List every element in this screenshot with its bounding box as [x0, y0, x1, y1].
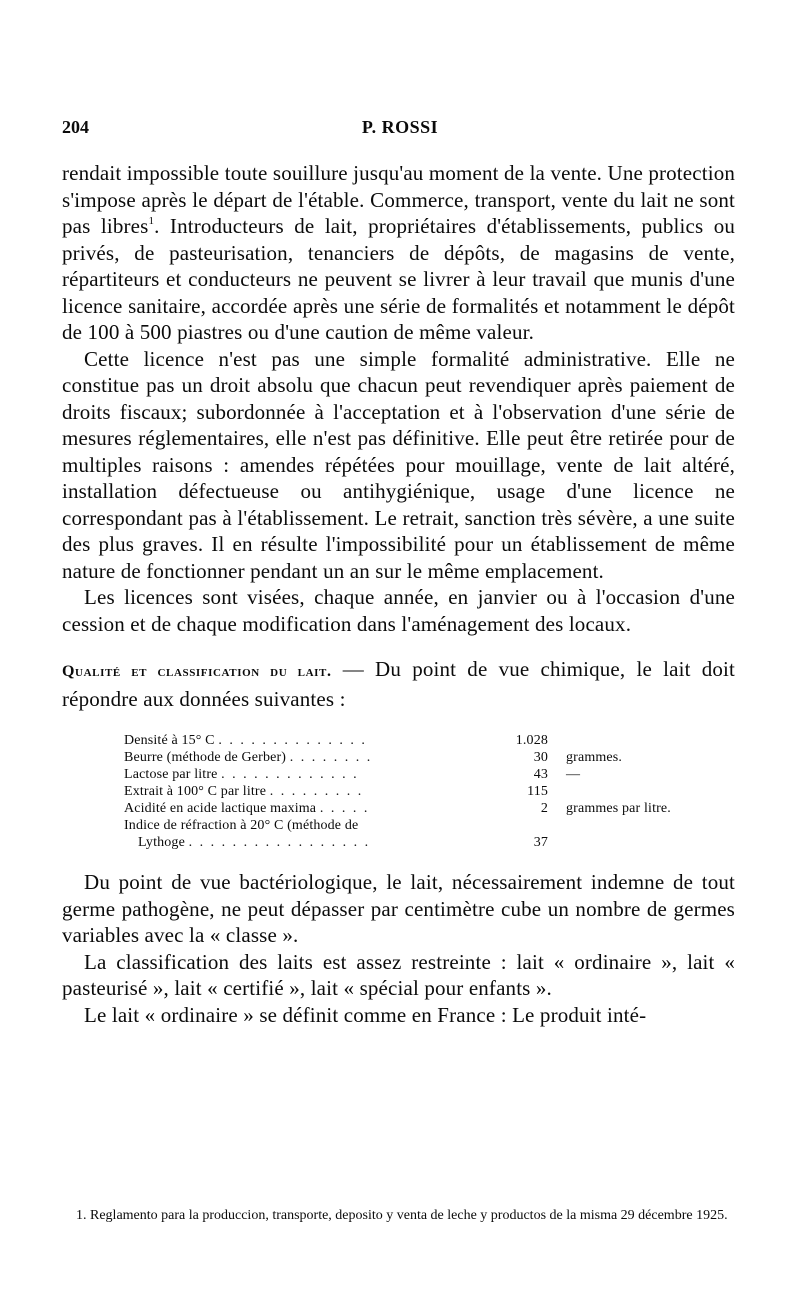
paragraph-classification: La classification des laits est assez restreinte : lait « ordinaire », lait « pasteurisé », lait « certifié », lait « spécial pour enfants ».	[62, 949, 735, 1000]
spec-label-cell	[124, 834, 508, 851]
table-row	[124, 817, 671, 834]
table-row	[124, 749, 671, 766]
spec-unit: —	[566, 767, 581, 782]
spec-value: 43	[533, 767, 548, 782]
paragraph-text: . Introducteurs de lait, propriétaires d'établissements, publics ou privés, de pasteurisation, tenanciers de dépôts, de magasins de vente, répartiteurs et conducteurs ne peuvent se livrer à leur travail que munis d'une licence sanitaire, accordée après une série de formalités et notamment le dépôt de 100 à 500 piastres ou d'une caution de même valeur.	[62, 214, 735, 344]
leader-dots: . . . . . . . .	[289, 750, 373, 765]
spec-unit	[548, 732, 671, 749]
spec-label-cell	[124, 749, 508, 766]
spec-label: Indice de réfraction à 20° C (méthode de	[124, 818, 359, 833]
paragraph-licence-visa: Les licences sont visées, chaque année, en janvier ou à l'occasion d'une cession et de chaque modification dans l'aménagement des locaux.	[62, 585, 735, 636]
spec-value: 2	[540, 801, 548, 816]
spec-label-cell	[124, 800, 508, 817]
paragraph-text: rendait impossible toute souillure jusqu'au moment de la vente. Une protection s'impose après le départ de l'étable. Commerce, transport, vente du lait ne sont pas libres	[62, 161, 735, 238]
table-row	[124, 800, 671, 817]
spec-value: 37	[533, 835, 548, 850]
table-row	[124, 732, 671, 749]
spec-label-cell	[124, 766, 508, 783]
leader-dots: . . . . . . . . . . . . .	[221, 767, 359, 782]
spec-label: Extrait à 100° C par litre	[124, 784, 267, 799]
body-text	[62, 160, 735, 1028]
leader-dots: . . . . . . . . .	[269, 784, 364, 799]
footnote-reference: 1	[148, 215, 155, 227]
spec-unit: grammes par litre.	[566, 801, 671, 816]
spec-value: 115	[527, 784, 548, 799]
spec-unit	[548, 834, 671, 851]
spec-label-cell	[124, 783, 508, 800]
spec-label: Beurre (méthode de Gerber)	[124, 750, 287, 765]
spec-label-cell	[124, 732, 508, 749]
spec-label: Acidité en acide lactique maxima	[124, 801, 317, 816]
chemical-specifications-table	[124, 732, 671, 851]
page-header	[62, 117, 738, 147]
footnote: 1. Reglamento para la produccion, transporte, deposito y venta de leche y productos de la misma 29 décembre 1925.	[76, 1208, 728, 1223]
running-head: P. ROSSI	[361, 117, 439, 137]
spec-value	[508, 817, 548, 834]
spec-unit: grammes.	[566, 750, 623, 765]
paragraph-ordinary-milk: Le lait « ordinaire » se définit comme en France : Le produit inté-	[84, 1002, 647, 1027]
spec-label: Lactose par litre	[124, 767, 218, 782]
spec-value: 1.028	[515, 733, 548, 748]
leader-dots: . . . . . . . . . . . . . . . . .	[188, 835, 371, 850]
spec-label: Lythoge	[138, 835, 185, 850]
paragraph-licence-nature: Cette licence n'est pas une simple formalité administrative. Elle ne constitue pas un droit absolu que chacun peut revendiquer après paiement de droits fiscaux; subordonnée à l'acceptation et à l'observation d'une série de mesures réglementaires, elle n'est pas définitive. Elle peut être retirée pour de multiples raisons : amendes répétées pour mouillage, vente de lait altéré, installation défectueuse ou antihygiénique, usage d'une licence ne correspondant pas à l'établissement. Le retrait, sanction très sévère, a une suite des plus graves. Il en résulte l'impossibilité pour un établissement de même nature de fonctionner pendant un an sur le même emplacement.	[62, 346, 735, 583]
table-row	[124, 766, 671, 783]
leader-dots: . . . . . . . . . . . . . .	[218, 733, 367, 748]
spec-label: Densité à 15° C	[124, 733, 215, 748]
section-intro-text: — Du point de vue chimique, le lait doit répondre aux données suivantes :	[62, 657, 735, 711]
spec-unit	[548, 817, 671, 834]
page-number: 204	[62, 117, 89, 137]
section-title: Qualité et classification du lait.	[62, 663, 332, 680]
spec-label-cell	[124, 817, 508, 834]
paragraph-bacteriology: Du point de vue bactériologique, le lait, nécessairement indemne de tout germe pathogène, ne peut dépasser par centimètre cube un nombre de germes variables avec la « classe ».	[62, 870, 735, 947]
spec-unit	[548, 783, 671, 800]
table-row	[124, 783, 671, 800]
spec-value: 30	[533, 750, 548, 765]
table-row	[124, 834, 671, 851]
paragraph-milk-quality	[62, 656, 735, 712]
leader-dots: . . . . .	[319, 801, 370, 816]
paragraph-licence-requirements	[62, 160, 735, 346]
